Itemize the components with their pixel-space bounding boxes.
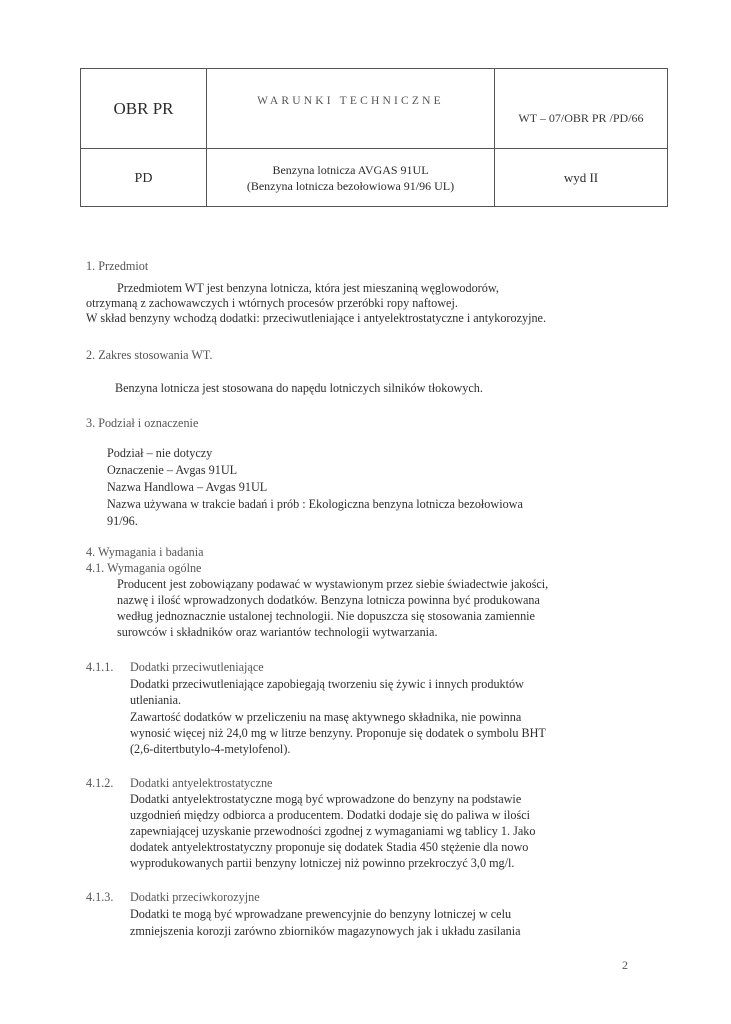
product-subtitle: (Benzyna lotnicza bezołowiowa 91/96 UL) bbox=[246, 178, 455, 193]
section-4-1-1-line: (2,6-ditertbutylo-4-metylofenol). bbox=[130, 742, 291, 756]
section-4-1-line: według jednoznacznie ustalonej technologii. Nie dopuszcza się stosowania zamiennie bbox=[117, 609, 535, 623]
section-4-heading: 4. Wymagania i badania bbox=[86, 545, 204, 559]
section-1-heading: 1. Przedmiot bbox=[86, 259, 149, 273]
section-4-1-2-line: dodatek antyelektrostatyczny proponuje się dodatek Stadia 450 stężenie dla nowo bbox=[130, 840, 529, 854]
section-1-paragraph-line: otrzymaną z zachowawczych i wtórnych procesów przeróbki ropy naftowej. bbox=[86, 296, 458, 310]
section-1-paragraph-line: W skład benzyny wchodzą dodatki: przeciwutleniające i antyelektrostatyczne i antykorozyjne. bbox=[86, 311, 547, 325]
edition-label: wyd II bbox=[563, 169, 599, 185]
section-4-1-line: nazwę i ilość wprowadzonych dodatków. Benzyna lotnicza powinna być produkowana bbox=[117, 593, 540, 607]
section-4-1-2-line: Dodatki antyelektrostatyczne mogą być wprowadzone do benzyny na podstawie bbox=[130, 792, 522, 806]
doc-code-cell bbox=[495, 69, 668, 149]
section-4-1-1-heading: Dodatki przeciwutleniające bbox=[130, 660, 264, 674]
section-3-line: Nazwa używana w trakcie badań i prób : Ekologiczna benzyna lotnicza bezołowiowa bbox=[107, 497, 523, 511]
section-4-1-1-number: 4.1.1. bbox=[86, 660, 114, 674]
edition-cell bbox=[495, 149, 668, 207]
org-name: OBR PR bbox=[113, 98, 174, 118]
section-4-1-2-number: 4.1.2. bbox=[86, 776, 114, 790]
section-4-1-1-line: utleniania. bbox=[130, 693, 182, 707]
section-4-1-1-line: Dodatki przeciwutleniające zapobiegają tworzeniu się żywic i innych produktów bbox=[130, 677, 524, 691]
section-4-1-2-heading: Dodatki antyelektrostatyczne bbox=[130, 776, 273, 790]
section-4-1-line: surowców i składników oraz wariantów technologii wytwarzania. bbox=[117, 625, 438, 639]
section-3-line: Nazwa Handlowa – Avgas 91UL bbox=[107, 480, 268, 494]
section-4-1-line: Producent jest zobowiązany podawać w wystawionym przez siebie świadectwie jakości, bbox=[117, 577, 549, 591]
product-name: Benzyna lotnicza AVGAS 91UL bbox=[272, 162, 429, 177]
section-2-heading: 2. Zakres stosowania WT. bbox=[86, 348, 213, 362]
section-4-1-2-line: wyprodukowanych partii benzyny lotniczej niż powinno przekroczyć 3,0 mg/l. bbox=[130, 856, 515, 870]
page-number: 2 bbox=[622, 958, 628, 972]
section-3-heading: 3. Podział i oznaczenie bbox=[86, 416, 199, 430]
section-4-1-heading: 4.1. Wymagania ogólne bbox=[86, 561, 202, 575]
section-4-1-2-line: zapewniającej uzyskanie przewodności zgodnej z wymaganiami wg tablicy 1. Jako bbox=[130, 824, 536, 838]
dept-cell bbox=[81, 149, 207, 207]
doc-type-cell bbox=[207, 69, 495, 149]
org-cell bbox=[81, 69, 207, 149]
section-4-1-2-line: uzgodnień między odbiorca a producentem. Dodatki dodaje się do paliwa w ilości bbox=[130, 808, 531, 822]
section-4-1-3-number: 4.1.3. bbox=[86, 890, 114, 904]
section-4-1-1-line: wynosić więcej niż 24,0 mg w litrze benzyny. Proponuje się dodatek o symbolu BHT bbox=[130, 726, 546, 740]
product-cell bbox=[207, 149, 495, 207]
section-3-line: Podział – nie dotyczy bbox=[107, 446, 213, 460]
section-2-paragraph: Benzyna lotnicza jest stosowana do napędu lotniczych silników tłokowych. bbox=[115, 381, 483, 395]
section-3-line: 91/96. bbox=[107, 514, 138, 528]
section-3-line: Oznaczenie – Avgas 91UL bbox=[107, 463, 238, 477]
doc-code: WT – 07/OBR PR /PD/66 bbox=[518, 111, 644, 125]
dept-code: PD bbox=[134, 170, 153, 186]
section-4-1-3-heading: Dodatki przeciwkorozyjne bbox=[130, 890, 260, 904]
section-4-1-3-line: zmniejszenia korozji zarówno zbiorników magazynowych jak i układu zasilania bbox=[130, 924, 521, 938]
section-4-1-3-line: Dodatki te mogą być wprowadzane prewencyjnie do benzyny lotniczej w celu bbox=[130, 907, 512, 921]
section-4-1-1-line: Zawartość dodatków w przeliczeniu na masę aktywnego składnika, nie powinna bbox=[130, 710, 522, 724]
document-header-table bbox=[80, 68, 668, 207]
section-1-paragraph-line: Przedmiotem WT jest benzyna lotnicza, która jest mieszaniną węglowodorów, bbox=[117, 281, 499, 295]
doc-type-title: WARUNKI TECHNICZNE bbox=[257, 94, 444, 107]
